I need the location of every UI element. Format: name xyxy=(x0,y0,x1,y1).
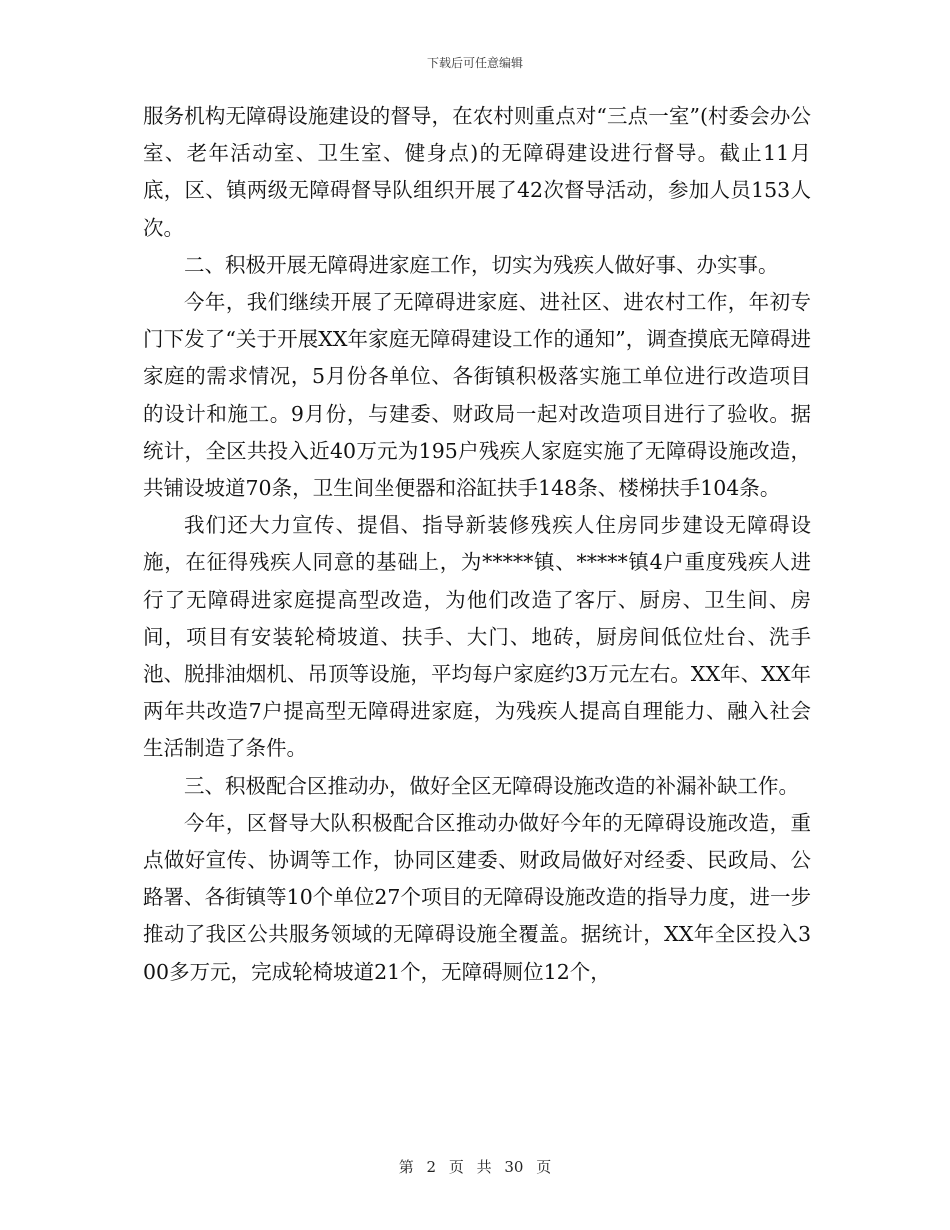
body-paragraph: 服务机构无障碍设施建设的督导，在农村则重点对“三点一室”(村委会办公室、老年活动室、卫生室、健身点)的无障碍建设进行督导。截止11月底，区、镇两级无障碍督导队组织开展了42次督导活动，参加人员153人次。 xyxy=(143,104,811,240)
section-heading-3: 三、积极配合区推动办，做好全区无障碍设施改造的补漏补缺工作。 xyxy=(184,773,799,798)
section-heading-2: 二、积极开展无障碍进家庭工作，切实为残疾人做好事、办实事。 xyxy=(184,252,779,277)
body-paragraph: 今年，区督导大队积极配合区推动办做好今年的无障碍设施改造，重点做好宣传、协调等工作，协同区建委、财政局做好对经委、民政局、公路署、各街镇等10个单位27个项目的无障碍设施改造的指导力度，进一步推动了我区公共服务领域的无障碍设施全覆盖。据统计，XX年全区投入300多万元，完成轮椅坡道21个，无障碍厕位12个， xyxy=(143,810,811,984)
body-paragraph: 我们还大力宣传、提倡、指导新装修残疾人住房同步建设无障碍设施，在征得残疾人同意的基础上，为*****镇、*****镇4户重度残疾人进行了无障碍进家庭提高型改造，为他们改造了客厅、厨房、卫生间、房间，项目有安装轮椅坡道、扶手、大门、地砖，厨房间低位灶台、洗手池、脱排油烟机、吊顶等设施，平均每户家庭约3万元左右。XX年、XX年两年共改造7户提高型无障碍进家庭，为残疾人提高自理能力、融入社会生活制造了条件。 xyxy=(143,513,811,761)
page-number: 第 2 页 共 30 页 xyxy=(398,1158,552,1176)
body-paragraph: 今年，我们继续开展了无障碍进家庭、进社区、进农村工作，年初专门下发了“关于开展XX年家庭无障碍建设工作的通知”，调查摸底无障碍进家庭的需求情况，5月份各单位、各街镇积极落实施工单位进行改造项目的设计和施工。9月份，与建委、财政局一起对改造项目进行了验收。据统计，全区共投入近40万元为195户残疾人家庭实施了无障碍设施改造，共铺设坡道70条，卫生间坐便器和浴缸扶手148条、楼梯扶手104条。 xyxy=(143,290,811,501)
document-body xyxy=(143,98,811,991)
page-header: 下载后可任意编辑 xyxy=(426,56,523,70)
